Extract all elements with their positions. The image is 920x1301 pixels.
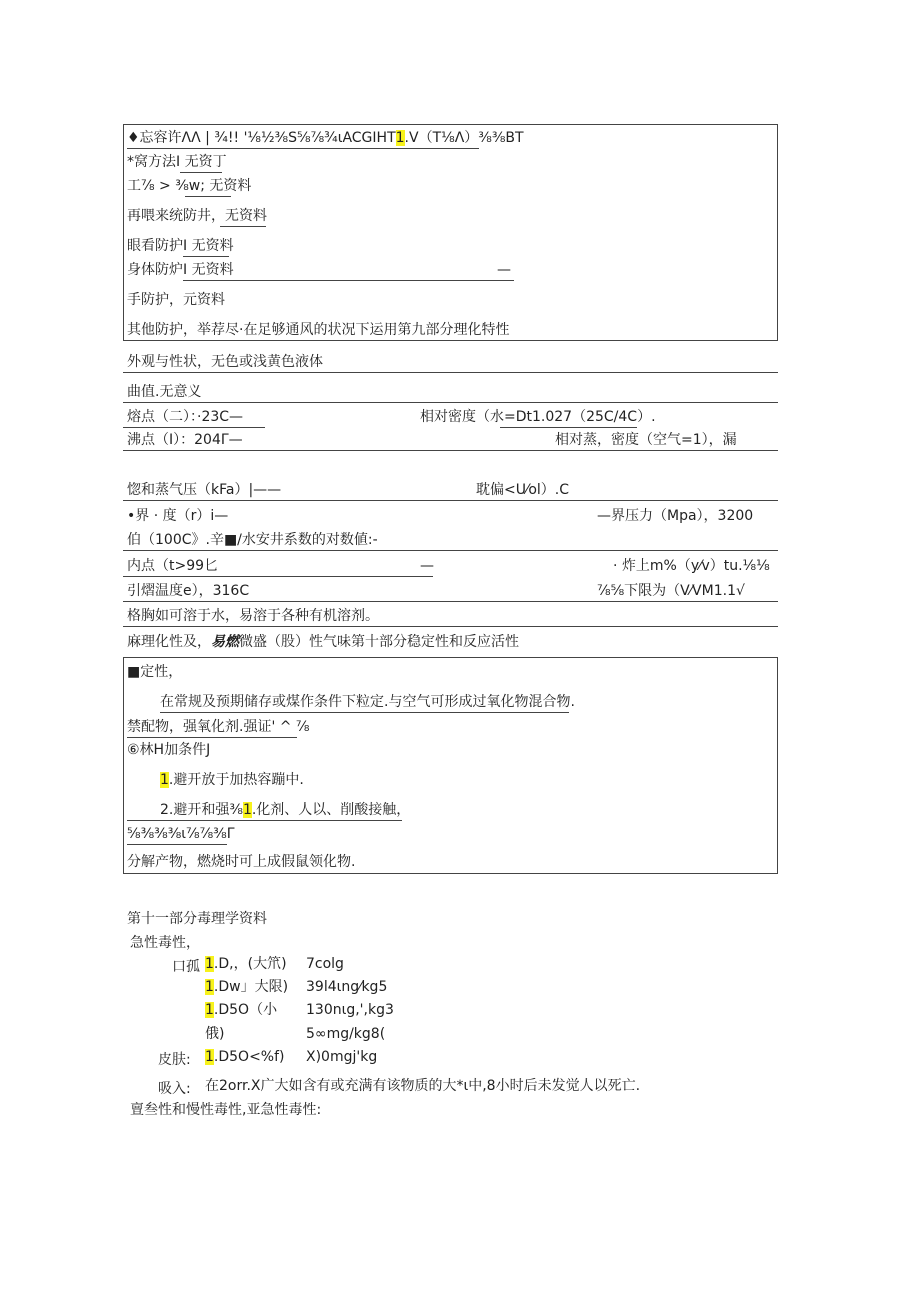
rule: [123, 550, 778, 551]
rule: [500, 427, 637, 428]
vapor-density: 相对蒸，密度（空气=1），漏: [555, 432, 737, 448]
ignition-temperature: 引熠温度e），316C: [127, 583, 250, 599]
stability-label: ■定性，: [127, 664, 183, 680]
inhalation-text: 在2orr.X广大如含有或充满有该物质的大*ι中,8小时后未发觉人以死亡.: [205, 1078, 641, 1094]
rule: [220, 226, 266, 227]
skin-label: 皮肤:: [158, 1052, 191, 1068]
tox-value-2: 39l4ιng⁄kg5: [306, 979, 388, 995]
garbled-line: ⅝⅜⅜⅜ι⅞⅞⅜Γ: [127, 826, 235, 842]
critical-pressure: —界压力（Mpa），3200: [597, 508, 754, 524]
acute-toxicity: 急性毒性，: [130, 935, 200, 951]
tox-name: 俄): [205, 1026, 225, 1042]
boiling-point: 沸点（I）：204Γ—: [127, 432, 243, 448]
appearance: 外观与性状，无色或浅黄色液体: [127, 354, 323, 370]
tox-value-4: 5∞mg/kg8(: [306, 1026, 386, 1042]
item-text: .避开放于加热容蹦中.: [168, 772, 304, 788]
heat-of-combustion: 耽偏<U⁄ol）.C: [476, 482, 569, 498]
rule: [123, 500, 778, 501]
solubility: 格胸如可溶于水，易溶于各种有机溶剂。: [127, 608, 379, 624]
chronic-toxicity: 亶叁性和慢性毒性,亚急性毒性:: [130, 1102, 322, 1118]
tox-name: .D5O（小: [213, 1002, 278, 1018]
melting-point: 熔点（二）：·23C—: [127, 409, 244, 425]
body-protection: 身体防炉I 无资料: [127, 262, 234, 278]
rule: [183, 256, 229, 257]
section11-heading: 第十一部分毒理学资料: [127, 911, 267, 927]
tox-name: .D,，(大笊): [213, 956, 287, 972]
eye-protection: 眼看防护I 无资料: [127, 238, 234, 254]
highlight-mark: 1: [242, 802, 252, 818]
engineering-control: 工⅞ > ⅜w; 无资料: [127, 178, 252, 194]
exposure-limit-text: ♦忘容许ΛΛ | ¾!! '⅛½⅜S⅝⅞¾ιACGIHT: [127, 130, 396, 146]
item-text: .化剂、人以、削酸接触，: [251, 802, 411, 818]
tox-row-1: [205, 955, 287, 973]
rule: [123, 576, 433, 577]
rule: [127, 737, 297, 738]
saturated-vapor-pressure: 惚和蒸气压（kFa）|——: [127, 482, 282, 498]
stability-text: 在常规及预期储存或煤作条件下粒定.与空气可形成过氧化物混合物.: [160, 694, 575, 710]
rule: [185, 196, 231, 197]
rule: [123, 626, 778, 627]
tox-num: 1: [205, 979, 214, 995]
inhalation-label: 吸入:: [158, 1081, 191, 1097]
incompatible-materials: 禁配物，强氧化剂.强证' ^ ⅞: [127, 719, 310, 735]
exposure-limit-tail: .V（T⅛Λ）⅜⅜BT: [404, 130, 524, 146]
relative-density: 相对密度（水=Dt1.027（25C/4C）.: [420, 409, 656, 425]
exposure-limit-line: [127, 129, 524, 147]
tox-name: .Dw」大限): [213, 979, 289, 995]
tox-num: 1: [205, 1002, 214, 1018]
other-protection: 其他防护，举荐尽·在足够通风的状况下运用第九部分理化特性: [127, 322, 510, 338]
conditions-to-avoid: ⑥林H加条件J: [127, 742, 211, 758]
flash-point-dash: —: [420, 558, 434, 574]
hazard-suffix: 微盛（股）性气味第十部分稳定性和反应活性: [239, 634, 519, 650]
tox-num: 1: [205, 1049, 214, 1065]
skin-value: X)0mgj'kg: [306, 1049, 378, 1065]
ph-value: 曲值.无意义: [127, 384, 202, 400]
rule: [127, 148, 479, 149]
rule: [127, 340, 505, 341]
rule: [123, 601, 778, 602]
rule: [127, 844, 227, 845]
rule: [123, 402, 778, 403]
hazard-prefix: 麻理化性及，: [127, 634, 211, 650]
rule: [127, 820, 402, 821]
item-text: 2.避开和强⅜: [160, 802, 243, 818]
tox-value-3: 130nιg,',kg3: [306, 1002, 394, 1018]
tox-num: 1: [205, 956, 214, 972]
flash-point: 内点（t>99匕: [127, 558, 219, 574]
tox-value-1: 7colg: [306, 956, 344, 972]
tox-name: .D5O<%f): [213, 1049, 285, 1065]
rule: [123, 372, 778, 373]
rule: [180, 172, 222, 173]
body-protection-dash: —: [497, 262, 511, 278]
monitoring-method: *窝方法I 无资丁: [127, 154, 227, 170]
rule: [123, 427, 265, 428]
decomposition-products: 分解产物，燃烧时可上成假鼠领化物.: [127, 854, 356, 870]
partition-coefficient: 伯（100C》.辛■/水安井系数的对数値:-: [127, 532, 378, 548]
hand-protection: 手防护，元资料: [127, 292, 225, 308]
tox-row-4: [205, 1025, 224, 1043]
explosive-lower-limit: ⅞⅝下限为（V⁄VM1.1√: [597, 583, 745, 599]
tox-row-3: [205, 1001, 277, 1019]
rule: [123, 450, 778, 451]
critical-temperature: •界 · 度（r）i—: [127, 508, 229, 524]
item-number: 1: [160, 772, 169, 788]
avoid-item-2: [160, 801, 410, 819]
tox-row-2: [205, 978, 288, 996]
oral-label: 口孤: [172, 959, 200, 975]
explosive-upper-limit: · 炸上m%（y⁄v）tu.⅛⅛: [613, 558, 770, 574]
respiratory-protection: 再喂来统防井，无资料: [127, 208, 267, 224]
highlight-mark: 1: [395, 130, 405, 146]
rule: [183, 280, 514, 281]
hazard-characteristics: [127, 633, 519, 651]
skin-row: [205, 1048, 285, 1066]
rule: [160, 712, 569, 713]
hazard-flammable: 易燃: [211, 634, 239, 650]
avoid-item-1: [160, 771, 304, 789]
